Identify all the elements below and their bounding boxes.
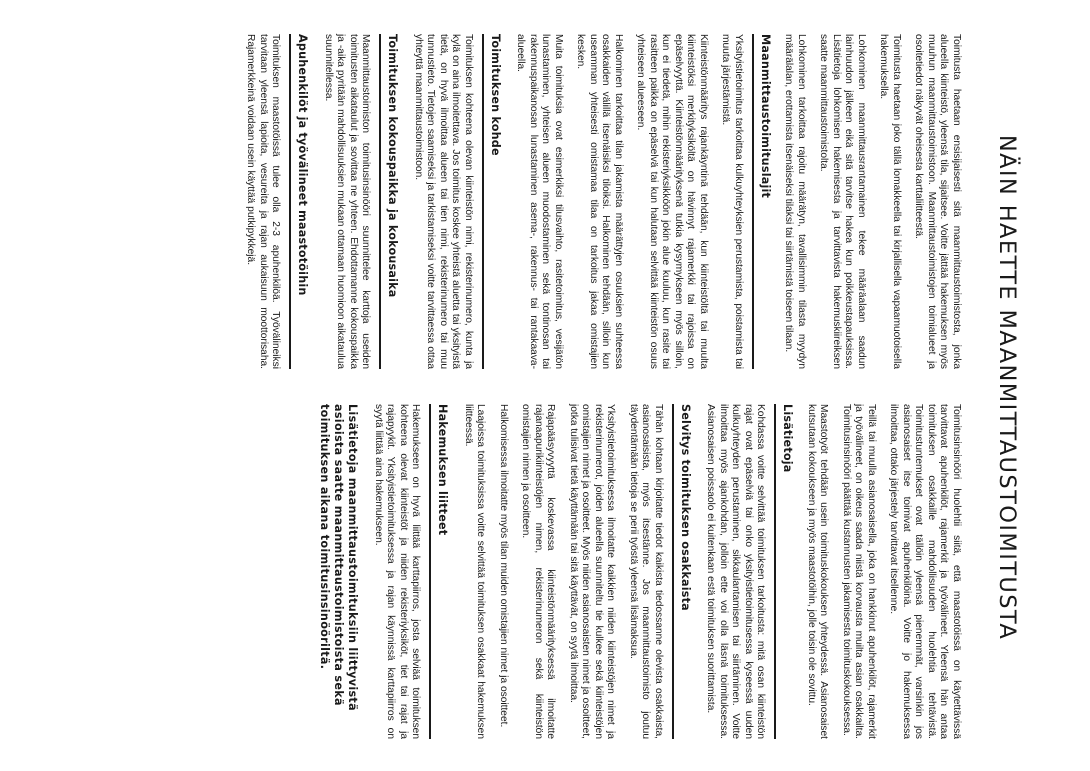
section-paragraph: Toimituksen maastotöissä tulee olla 2-3 apuhenkilöä. Työvälineiksi tarvitaan yleensä lapioita, vesureita ja rajan aukaisuun moottorisaha. Rajamerkkeinä voidaan usein käyttää putkipykkejä. <box>245 34 282 369</box>
section-apuhenkilot <box>244 34 310 369</box>
section-heading: Hakemuksen liitteet <box>430 404 450 739</box>
section-heading: Maanmittaustoimituslajit <box>752 34 772 369</box>
section-paragraph: Kiinteistönmääritys rajankäyntinä tehdään, kun kiinteistöltä tai muulta kiinteistöksi merkityksiköltä on hävinnyt rajamerkki tai rajoissa on epäselvyyttä. Kiinteistönmäärityksenä tutkia kysymykseen myös silloin, kun ei tiedetä, mihin rekisteriyksikköön jokin alue kuuluu, kun rasite tai rasitteen paikka on epäselvä tai kun halutaan selvittää kiinteistön osuus yhteiseen alueeseen. <box>635 34 709 369</box>
section-heading: Toimituksen kokouspaikka ja kokousaika <box>380 34 400 369</box>
intro-paragraph: Teillä tai muulla asianosaisella, joka on hankkinut apuhenkilöt, rajamerkit ja työvälineet, on oikeus saada niistä korvausta muilta asian osakkailta. Toimitusinsinööri päättää kustannusten jakamisesta toimituskokouksessa. <box>841 404 877 739</box>
section-heading: Apuhenkilöt ja työvälineet maastotöihin <box>290 34 310 369</box>
intro-paragraph: Toimitusta haetaan joko tällä lomakkeella tai kirjallisella vapaamuotoisella hakemuksella. <box>878 34 902 369</box>
section-lisatietoja <box>704 404 795 739</box>
section-paragraph: Tähän kohtaan kirjoitatte tiedot kaikista tiedossanne olevista osakkaista, asianosaisista, myös itsestänne. Jos maanmittaustoimisto joutuu täydentämään tietoja se perii työstä yleensä lisämaksua. <box>628 404 664 739</box>
section-osakkaat <box>462 404 693 739</box>
section-paragraph: Rajapääsyvyyttä koskevassa kiinteistönmäärityksessä ilmoitatte rajanaapurikiinteistöjen nimen, rekisterinumeron sekä kiinteistön omistajien nimen ja osoitteen. <box>520 404 557 739</box>
section-paragraph: Kohdassa voitte selvittää toimituksen tarkoitusta: mitä osan kiinteistön rajat ovat epäselviä tai onko yksityistietoimitusessa kyseessä uuden kulkuyhteyden perustaminen, sikkaulantamisen tai siirtäminen. Voitte ilmoittaa myös ajankohdan, jolloin ette voi olla läsnä toimituksessa. Asianosaisen poissaolo ei kuitenkaan estä toimituksen suorittamista. <box>705 404 767 739</box>
left-column <box>232 34 962 369</box>
section-paragraph: Halkominen tarkoittaa tilan jakamista määrättyjen osuuksien suhteessa osakkaiden välillä itsenäisiksi tiloiksi. Halkominen tehdään, silloin kun useamman yhteisesti omistamaa tilaa on tarkoitus jakaa omistajien kesken. <box>575 34 624 369</box>
section-heading: Selvitys toimituksen osakkaista <box>672 404 692 739</box>
section-paragraph: Muita toimituksia ovat esimerkiksi tilusvaihto, rasitetoimitus, vesijätön lunastaminen, yhteisen alueen muodostaminen sekä tontinosan tai rakennuspaikanosan lunastaminen asema-, rakennus- tai rantakaava-alueella. <box>515 34 564 369</box>
section-paragraph: Hakemukseen on hyvä liittää karttapiirros, josta selviää toimituksen kohteena olevat kiinteistöt ja niiden rekisteriyksiköt, tiet tai rajat ja rajapyykit. Yksityistietoimituksessa ja rajan käynnissä karttapiirros on syytä liittää aina hakemukseen. <box>373 404 422 739</box>
right-column <box>318 404 963 739</box>
section-paragraph: Toimituksen kohteena olevan kiinteistön nimi, rekisterinumero, kunta ja kylä on aina ilmoitettava. Jos toimitus koskee yhteistä aluetta tai yksityistä tietä, on hyvä ilmoittaa alueen tai tien nimi, rekisterinumero tai muu tunnustieto. Tietojen saamiseksi ja tarkistamiseksi voitte tarvittaessa ottaa yhteyttä maanmittaustoimistoon. <box>413 34 474 369</box>
intro-paragraph: Lohkominen maanmittausrantamainen tekee määräalaan saadun lainhuudon jälkeen eikä sitä tarvitse hakea kun poikkeustapauksissa. Lisätietoja lohkomisen hakemisesta ja tarvittavista hakemuskiireiksen saatte maanmittaustoimistolta. <box>818 34 867 369</box>
closing-note: Lisätietoja maanmittaustoimituksiin liittyvistä asioista saatte maanmittaustoimistoista sekä toimituksen aikana toimitusinsinööriltä. <box>318 404 360 711</box>
section-paragraph: Halkomisessa ilmoitatte myös tilan muiden omistajien nimet ja osoitteet. <box>498 404 509 728</box>
document-title: NÄIN HAETTE MAANMITTAUSTOIMITUSTA <box>994 134 1020 641</box>
section-liitteet <box>372 404 450 739</box>
intro-paragraph: Toimitusinsinööri huolehtii siitä, että maastotöissä on käytettävissä tarvittavat apuhenkilöt, rajamerkit ja työvälineet. Yleensä hän antaa toimituksen osakkaille mahdollisuuden huolehtia tehtävistä. Toimitustuntemukset ovat tällöin yleensä pienemmät, varsinkin jos asianosaiset itse toimivat apuhenkilöinä. Voitte jo hakemuksessa ilmoittaa, ottako järjestely tarvittavat itsellenne. <box>888 404 962 739</box>
section-paragraph: Laajoissa toimituksissa voitte selvittää toimituksen osakkaat hakemuksen liitteessä. <box>463 404 487 739</box>
intro-paragraph: Toimitusta haetaan ensisijaisesti sitä maanmittaustoimistosta, jonka alueella kiinteistö, yleensä tila, sijaitsee. Voitte jättää hakemuksen myös muuhun maanmittaustoimistoon. Maanmittaustoimistojen toimialueet ja osoitetiedot näkyvät oheisesta karttaliitteestä. <box>913 34 962 369</box>
section-paragraph: Yksityistietoimitus tarkoittaa kulkuyhteyksien perustamista, poistamista tai muuta järjestämistä. <box>720 34 744 369</box>
section-paragraph: Maanmittaustoimiston toimitusinsinööri suunnittelee karttoja useiden toimitusten aikataulut ja sovittaa ne yhteen. Ehdottamanne kokouspaikka ja -aika pyritään mahdollisuuksien mukaan ottamaan huomioon aikataulua suunnitellessa. <box>323 34 372 369</box>
section-paragraph: Yksityistietoimituksessa ilmoitatte kaikkien niiden kiinteistöjen nimet ja rekisterinumerot, joiden alueella suunniteltu tie kulkee sekä kiinteistöjen omistajien nimet ja osoitteet. Myös niiden asianosaisten nimet ja osoitteet, jotka tulisivat tietä käyttämään tai sitä käyttävät, on syytä ilmoittaa. <box>568 404 617 739</box>
section-heading: Lisätietoja <box>775 404 795 739</box>
section-kokouspaikka <box>322 34 400 369</box>
section-kohde <box>412 34 503 369</box>
intro-paragraph: Maastotyöt tehdään usein toimituskokouksen yhteydessä. Asianosaiset kutsutaan kokoukseen ja myös maastotöihin, jolle toisin ole sovittu. <box>806 404 830 739</box>
section-toimituslajit <box>514 34 772 369</box>
intro-paragraph: Lohkominen tarkoittaa rajoitu määrätyn, tavallisimmin tilasta myydyn määrälalan, erottamista itsenäiseksi tilaksi tai siirtämistä toiseen tilaan. <box>783 34 807 369</box>
section-heading: Toimituksen kohde <box>482 34 502 369</box>
